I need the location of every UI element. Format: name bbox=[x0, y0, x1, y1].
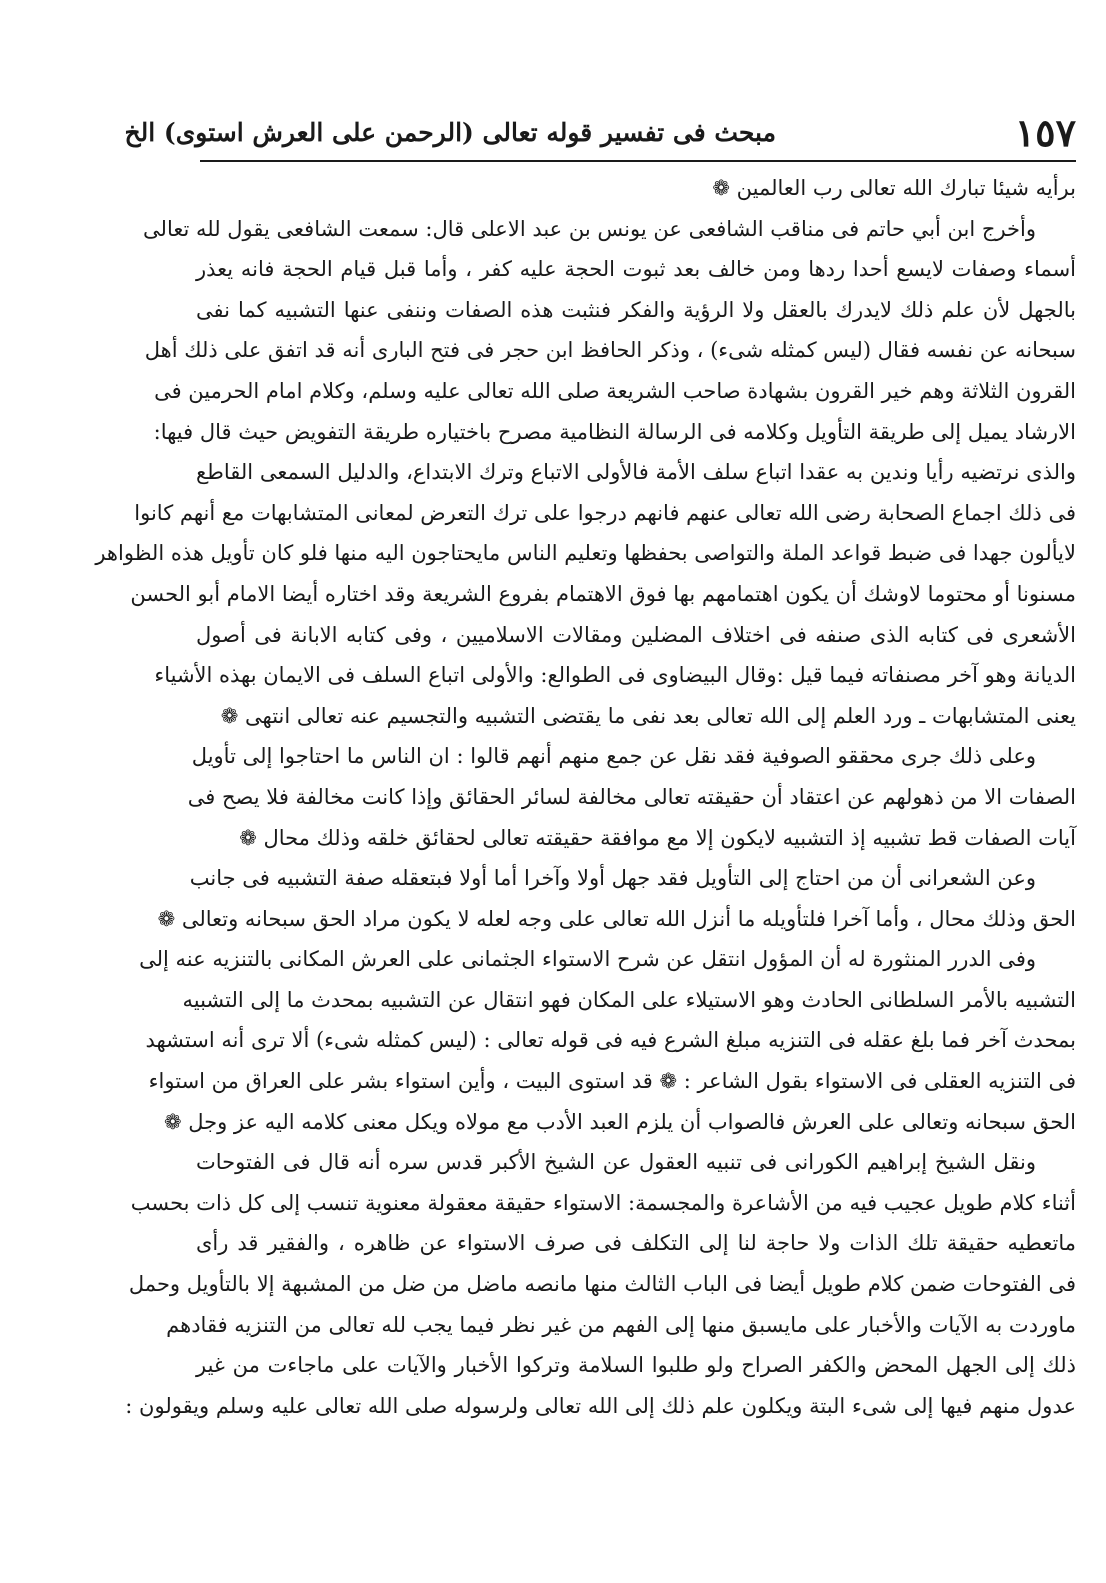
text-line: الارشاد يميل إلى طريقة التأويل وكلامه فى الرسالة النظامية مصرح باختياره طريقة التفويض حيث قال فيها: bbox=[153, 419, 1076, 444]
header-rule bbox=[200, 160, 1076, 162]
text-line: فى الفتوحات ضمن كلام طويل أيضا فى الباب الثالث منها مانصه ماضل من ضل من المشبهة إلا بالتأويل وحمل bbox=[128, 1272, 1076, 1297]
text-line: ماوردت به الآيات والأخبار على مايسبق منها إلى الفهم من غير نظر فيما يجب لله تعالى من التنزيه فقادهم bbox=[166, 1312, 1076, 1337]
text-line: والذى نرتضيه رأيا وندين به عقدا اتباع سلف الأمة فالأولى الاتباع وترك الابتداع، والدليل السمعى القاطع bbox=[196, 460, 1076, 485]
text-line: يعنى المتشابهات ـ ورد العلم إلى الله تعالى بعد نفى ما يقتضى التشبيه والتجسيم عنه تعالى انتهى ❁ bbox=[220, 703, 1076, 728]
page-header bbox=[124, 108, 1076, 158]
text-line: بالجهل لأن علم ذلك لايدرك بالعقل ولا الرؤية والفكر فنثبت هذه الصفات وننفى عنها التشبيه كما نفى bbox=[196, 297, 1076, 322]
text-line: الأشعرى فى كتابه الذى صنفه فى اختلاف المضلين ومقالات الاسلاميين ، وفى كتابه الابانة فى أصول bbox=[196, 622, 1076, 647]
text-line: ذلك إلى الجهل المحض والكفر الصراح ولو طلبوا السلامة وتركوا الأخبار والآيات على ماجاءت من غير bbox=[196, 1353, 1076, 1378]
text-line: سبحانه عن نفسه فقال (ليس كمثله شىء) ، وذكر الحافظ ابن حجر فى فتح البارى أنه قد اتفق على ذلك أهل bbox=[144, 338, 1076, 363]
text-line: ماتعطيه حقيقة تلك الذات ولا حاجة لنا إلى التكلف فى صرف الاستواء عن ظاهره ، والفقير قد رأى bbox=[196, 1231, 1076, 1256]
text-line: وفى الدرر المنثورة له أن المؤول انتقل عن شرح الاستواء الجثمانى على العرش المكانى بالتنزيه عنه إلى bbox=[139, 947, 1036, 972]
text-line: أثناء كلام طويل عجيب فيه من الأشاعرة والمجسمة: الاستواء حقيقة معقولة معنوية تنسب إلى كل ذات بحسب bbox=[130, 1190, 1076, 1215]
text-line: وعلى ذلك جرى محققو الصوفية فقد نقل عن جمع منهم أنهم قالوا : ان الناس ما احتاجوا إلى تأويل bbox=[191, 744, 1036, 769]
body-text bbox=[95, 168, 1076, 1426]
text-line: القرون الثلاثة وهم خير القرون بشهادة صاحب الشريعة صلى الله تعالى عليه وسلم، وكلام امام الحرمين فى bbox=[154, 378, 1076, 403]
text-line: أسماء وصفات لايسع أحدا ردها ومن خالف بعد ثبوت الحجة عليه كفر ، وأما قبل قيام الحجة فانه يعذر bbox=[196, 257, 1076, 282]
text-line: برأيه شيئا تبارك الله تعالى رب العالمين ❁ bbox=[712, 176, 1076, 200]
text-line: الصفات الا من ذهولهم عن اعتقاد أن حقيقته تعالى مخالفة لسائر الحقائق وإذا كانت مخالفة فلا يصح فى bbox=[187, 784, 1076, 809]
text-line: فى ذلك اجماع الصحابة رضى الله تعالى عنهم فانهم درجوا على ترك التعرض لمعانى المتشابهات مع أنهم كانوا bbox=[134, 500, 1076, 525]
text-line: ونقل الشيخ إبراهيم الكورانى فى تنبيه العقول عن الشيخ الأكبر قدس سره أنه قال فى الفتوحات bbox=[196, 1150, 1036, 1175]
text-line: فى التنزيه العقلى فى الاستواء بقول الشاعر : ❁ قد استوى البيت ، وأين استواء بشر على العراق من استواء bbox=[148, 1069, 1076, 1094]
text-line: عدول منهم فيها إلى شىء البتة ويكلون علم ذلك إلى الله تعالى ولرسوله صلى الله تعالى عليه وسلم ويقولون : bbox=[125, 1393, 1076, 1418]
text-line: التشبيه بالأمر السلطانى الحادث وهو الاستيلاء على المكان فهو انتقال عن التشبيه بمحدث ما إلى التشبيه bbox=[182, 987, 1076, 1012]
running-title: مبحث فى تفسير قوله تعالى (الرحمن على العرش استوى) الخ bbox=[124, 118, 776, 147]
text-line: وأخرج ابن أبي حاتم فى مناقب الشافعى عن يونس بن عبد الاعلى قال: سمعت الشافعى يقول لله تعالى bbox=[143, 216, 1036, 241]
text-line: الديانة وهو آخر مصنفاته فيما قيل :وقال البيضاوى فى الطوالع: والأولى اتباع السلف فى الايمان بهذه الأشياء bbox=[154, 663, 1076, 688]
text-line: بمحدث آخر فما بلغ عقله فى التنزيه مبلغ الشرع فيه فى قوله تعالى : (ليس كمثله شىء) ألا ترى أنه استشهد bbox=[145, 1028, 1076, 1053]
text-line: الحق وذلك محال ، وأما آخرا فلتأويله ما أنزل الله تعالى على وجه لعله لا يكون مراد الحق سبحانه وتعالى ❁ bbox=[157, 906, 1076, 931]
text-line: لايألون جهدا فى ضبط قواعد الملة والتواصى بحفظها وتعليم الناس مايحتاجون اليه منها فلو كان تأويل هذه الظواهر bbox=[95, 541, 1076, 566]
text-line: الحق سبحانه وتعالى على العرش فالصواب أن يلزم العبد الأدب مع مولاه ويكل معنى كلامه اليه عز وجل ❁ bbox=[163, 1109, 1076, 1134]
page-number: ١٥٧ bbox=[1014, 110, 1076, 155]
text-line: مسنونا أو محتوما لاوشك أن يكون اهتمامهم بها فوق الاهتمام بفروع الشريعة وقد اختاره أيضا الامام أبو الحسن bbox=[130, 581, 1076, 606]
text-line: آيات الصفات قط تشبيه إذ التشبيه لايكون إلا مع موافقة حقيقته تعالى لحقائق خلقه وذلك محال ❁ bbox=[239, 825, 1076, 850]
text-line: وعن الشعرانى أن من احتاج إلى التأويل فقد جهل أولا وآخرا أما أولا فبتعقله صفة التشبيه فى جانب bbox=[189, 866, 1036, 891]
